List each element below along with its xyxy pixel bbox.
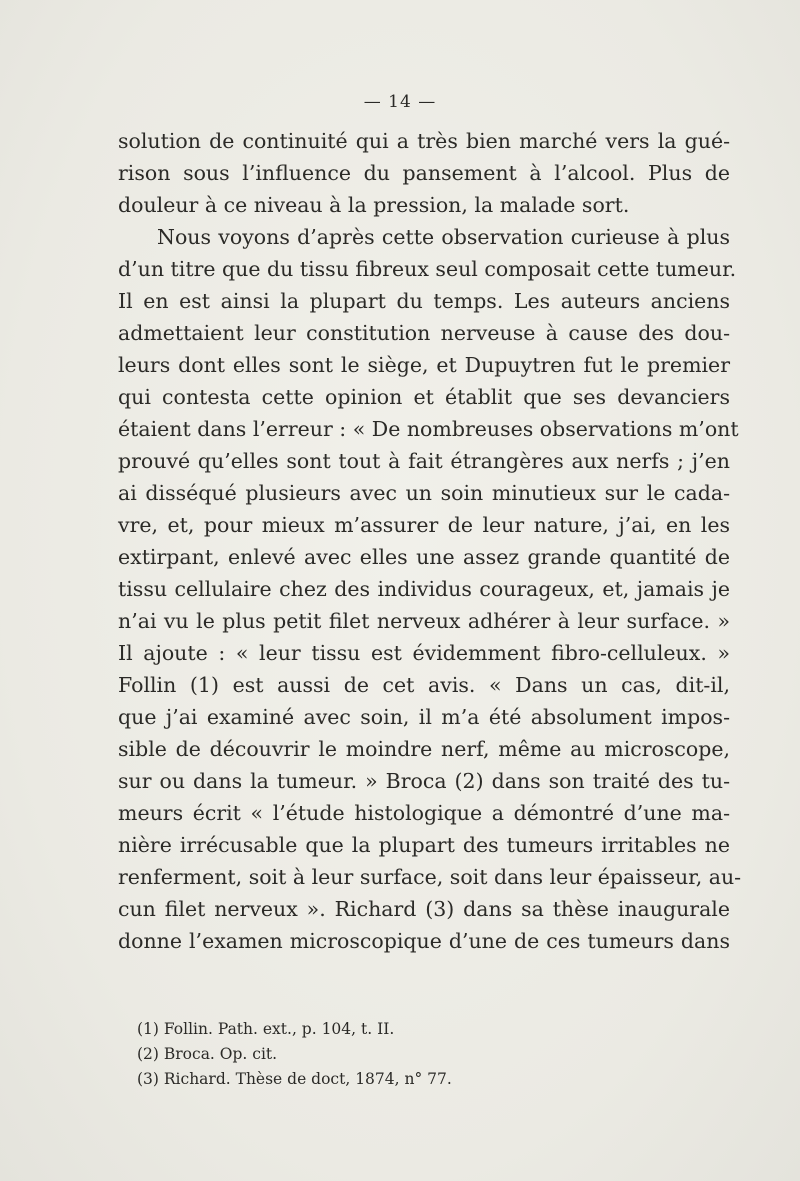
footnote: (1) Follin. Path. ext., p. 104, t. II. (137, 1020, 395, 1038)
page-number: — 14 — (363, 92, 437, 112)
text-line: sur ou dans la tumeur. » Broca (2) dans son traité des tu- (118, 769, 730, 793)
text-line: n’ai vu le plus petit filet nerveux adhérer à leur surface. » (118, 609, 730, 633)
footnotes (137, 1017, 697, 1092)
text-line: rison sous l’influence du pansement à l’alcool. Plus de (118, 161, 730, 185)
text-line: que j’ai examiné avec soin, il m’a été absolument impos- (118, 705, 730, 729)
text-line: étaient dans l’erreur : « De nombreuses observations m’ont (118, 417, 739, 441)
text-line: meurs écrit « l’étude histologique a démontré d’une ma- (118, 801, 730, 825)
text-line: vre, et, pour mieux m’assurer de leur nature, j’ai, en les (118, 513, 730, 537)
text-line: extirpant, enlevé avec elles une assez grande quantité de (118, 545, 730, 569)
text-line: nière irrécusable que la plupart des tumeurs irritables ne (118, 833, 730, 857)
text-line: cun filet nerveux ». Richard (3) dans sa thèse inaugurale (118, 897, 730, 921)
text-line: qui contesta cette opinion et établit que ses devanciers (118, 385, 730, 409)
text-line: renferment, soit à leur surface, soit dans leur épaisseur, au- (118, 865, 742, 889)
text-line: Follin (1) est aussi de cet avis. « Dans un cas, dit-il, (118, 673, 730, 697)
text-line: d’un titre que du tissu fibreux seul composait cette tumeur. (118, 257, 737, 281)
text-line: prouvé qu’elles sont tout à fait étrangères aux nerfs ; j’en (118, 449, 730, 473)
text-line: sible de découvrir le moindre nerf, même au microscope, (118, 737, 730, 761)
text-line: Il en est ainsi la plupart du temps. Les auteurs anciens (118, 289, 730, 313)
text-line: Nous voyons d’après cette observation curieuse à plus (157, 225, 730, 249)
text-line: donne l’examen microscopique d’une de ces tumeurs dans (118, 929, 730, 953)
text-line: tissu cellulaire chez des individus courageux, et, jamais je (118, 577, 730, 601)
body-text (118, 125, 742, 957)
footnote: (3) Richard. Thèse de doct, 1874, n° 77. (137, 1070, 452, 1088)
text-line: solution de continuité qui a très bien marché vers la gué- (118, 129, 730, 153)
text-line: douleur à ce niveau à la pression, la malade sort. (118, 193, 630, 217)
text-line: leurs dont elles sont le siège, et Dupuytren fut le premier (118, 353, 730, 377)
text-line: admettaient leur constitution nerveuse à cause des dou- (118, 321, 730, 345)
text-line: ai disséqué plusieurs avec un soin minutieux sur le cada- (118, 481, 730, 505)
footnote: (2) Broca. Op. cit. (137, 1045, 278, 1063)
text-line: Il ajoute : « leur tissu est évidemment fibro-celluleux. » (118, 641, 730, 665)
